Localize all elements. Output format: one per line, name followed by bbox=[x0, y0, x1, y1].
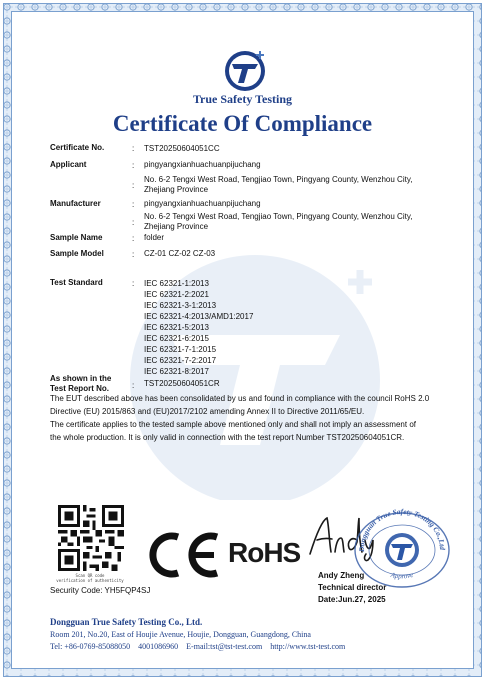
qr-caption: Scan QR code verification of authenticity bbox=[56, 573, 124, 583]
standard-item: IEC 62321-7-2:2017 bbox=[144, 356, 217, 365]
colon: : bbox=[132, 161, 135, 170]
colon: : bbox=[132, 181, 135, 190]
standard-item: IEC 62321-7-1:2015 bbox=[144, 345, 217, 354]
manufacturer-address: No. 6-2 Tengxi West Road, Tengjiao Town, Pingyang County, Wenzhou City, Zhejiang Province bbox=[144, 212, 413, 231]
tst-logo-icon bbox=[222, 47, 268, 93]
standard-item: IEC 62321-1:2013 bbox=[144, 279, 209, 288]
report-label-line2: Test Report No. bbox=[50, 384, 109, 393]
signer-name: Andy Zheng bbox=[318, 571, 365, 580]
standard-item: IEC 62321-3-1:2013 bbox=[144, 301, 217, 310]
statement-line: The EUT described above has been consolidated by us and found in compliance with the council RoHS 2.0 bbox=[50, 394, 430, 403]
security-code: Security Code: YH5FQP4SJ bbox=[50, 586, 151, 595]
applicant-address: No. 6-2 Tengxi West Road, Tengjiao Town, Pingyang County, Wenzhou City, Zhejiang Province bbox=[144, 175, 413, 194]
svg-text:Dongguan True Safety Testing C: Dongguan True Safety Testing Co.,Ltd bbox=[356, 508, 448, 552]
colon: : bbox=[132, 250, 135, 259]
sample-model-value: CZ-01 CZ-02 CZ-03 bbox=[144, 249, 216, 258]
certificate-no-label: Certificate No. bbox=[50, 143, 105, 152]
report-label-line1: As shown in the bbox=[50, 374, 112, 383]
colon: : bbox=[132, 234, 135, 243]
approval-stamp bbox=[352, 508, 452, 588]
svg-text:Approve: Approve bbox=[389, 570, 415, 581]
signer-role: Technical director bbox=[318, 583, 387, 592]
standard-item: IEC 62321-4:2013/AMD1:2017 bbox=[144, 312, 254, 321]
qr-code[interactable] bbox=[58, 505, 124, 571]
standard-item: IEC 62321-8:2017 bbox=[144, 367, 209, 376]
standard-item: IEC 62321-6:2015 bbox=[144, 334, 209, 343]
manufacturer-name: pingyangxianhuachuanpijuchang bbox=[144, 199, 261, 208]
page-title: Certificate Of Compliance bbox=[112, 111, 373, 136]
applicant-name: pingyangxianhuachuanpijuchang bbox=[144, 160, 261, 169]
statement-line: The certificate applies to the tested sample above mentioned only and shall not imply an assessment of bbox=[50, 420, 416, 429]
report-no-value: TST20250604051CR bbox=[144, 379, 220, 388]
test-standard-label: Test Standard bbox=[50, 278, 103, 287]
standard-item: IEC 62321-5:2013 bbox=[144, 323, 209, 332]
sample-model-label: Sample Model bbox=[50, 249, 104, 258]
colon: : bbox=[132, 279, 135, 288]
footer-company: Dongguan True Safety Testing Co., Ltd. bbox=[50, 617, 203, 627]
colon: : bbox=[132, 200, 135, 209]
manufacturer-label: Manufacturer bbox=[50, 199, 101, 208]
colon: : bbox=[132, 381, 135, 390]
sample-name-value: folder bbox=[144, 233, 165, 242]
standard-item: IEC 62321-2:2021 bbox=[144, 290, 209, 299]
statement-line: the whole production. It is only valid in connection with the test report Number TST20250604051CR. bbox=[50, 433, 405, 442]
statement-line: Directive (EU) 2015/863 and (EU)2017/2102 amending Annex II to Directive 2011/65/EU. bbox=[50, 407, 365, 416]
footer-address: Room 201, No.20, East of Houjie Avenue, Houjie, Dongguan, Guangdong, China bbox=[50, 630, 311, 639]
colon: : bbox=[132, 144, 135, 153]
sample-name-label: Sample Name bbox=[50, 233, 103, 242]
certificate-no-value: TST20250604051CC bbox=[144, 144, 220, 153]
rohs-mark: RoHS bbox=[228, 537, 301, 568]
ce-mark-icon bbox=[145, 530, 223, 580]
signed-date: Date:Jun.27, 2025 bbox=[318, 595, 386, 604]
footer-contact: Tel: +86-0769-85088050 4001086960 E-mail:tst@tst-test.com http://www.tst-test.com bbox=[50, 642, 346, 651]
brand-name: True Safety Testing bbox=[192, 92, 293, 106]
colon: : bbox=[132, 218, 135, 227]
applicant-label: Applicant bbox=[50, 160, 87, 169]
